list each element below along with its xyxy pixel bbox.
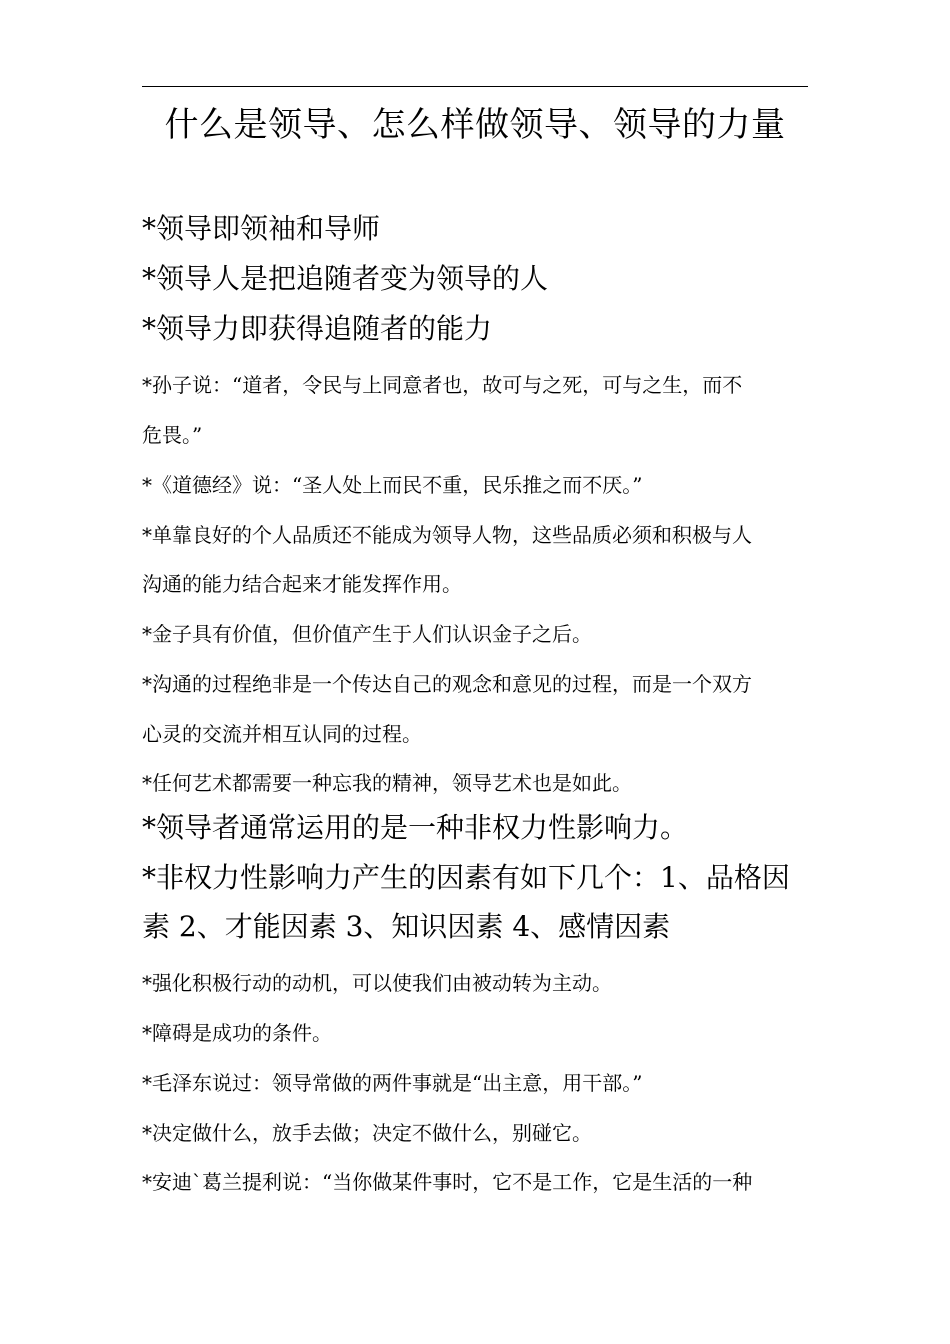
header-rule: [142, 86, 808, 87]
text-line: *安迪`葛兰提利说：“当你做某件事时，它不是工作，它是生活的一种: [142, 1170, 753, 1194]
text-line: *障碍是成功的条件。: [142, 1021, 332, 1045]
text-line: *强化积极行动的动机，可以使我们由被动转为主动。: [142, 971, 612, 995]
text-line: 危畏。”: [142, 423, 203, 447]
text-line: *毛泽东说过：领导常做的两件事就是“出主意，用干部。”: [142, 1071, 643, 1095]
text-line: *领导力即获得追随者的能力: [142, 312, 493, 345]
text-line: 心灵的交流并相互认同的过程。: [142, 722, 422, 746]
document-title: 什么是领导、怎么样做领导、领导的力量: [164, 105, 786, 145]
text-line: *《道德经》说：“圣人处上而民不重，民乐推之而不厌。”: [142, 473, 643, 497]
text-line: *非权力性影响力产生的因素有如下几个：1、品格因: [142, 861, 790, 894]
text-line: *金子具有价值，但价值产生于人们认识金子之后。: [142, 622, 592, 646]
text-line: *领导者通常运用的是一种非权力性影响力。: [142, 811, 689, 844]
text-line: *任何艺术都需要一种忘我的精神，领导艺术也是如此。: [142, 771, 632, 795]
text-line: *单靠良好的个人品质还不能成为领导人物，这些品质必须和积极与人: [142, 523, 752, 547]
text-line: *领导人是把追随者变为领导的人: [142, 262, 549, 295]
text-line: 素 2、才能因素 3、知识因素 4、感情因素: [142, 910, 671, 943]
text-line: *孙子说：“道者，令民与上同意者也，故可与之死，可与之生，而不: [142, 373, 743, 397]
text-line: *决定做什么，放手去做；决定不做什么，别碰它。: [142, 1121, 592, 1145]
text-line: *领导即领袖和导师: [142, 212, 381, 245]
text-line: *沟通的过程绝非是一个传达自己的观念和意见的过程，而是一个双方: [142, 672, 752, 696]
text-line: 沟通的能力结合起来才能发挥作用。: [142, 572, 462, 596]
